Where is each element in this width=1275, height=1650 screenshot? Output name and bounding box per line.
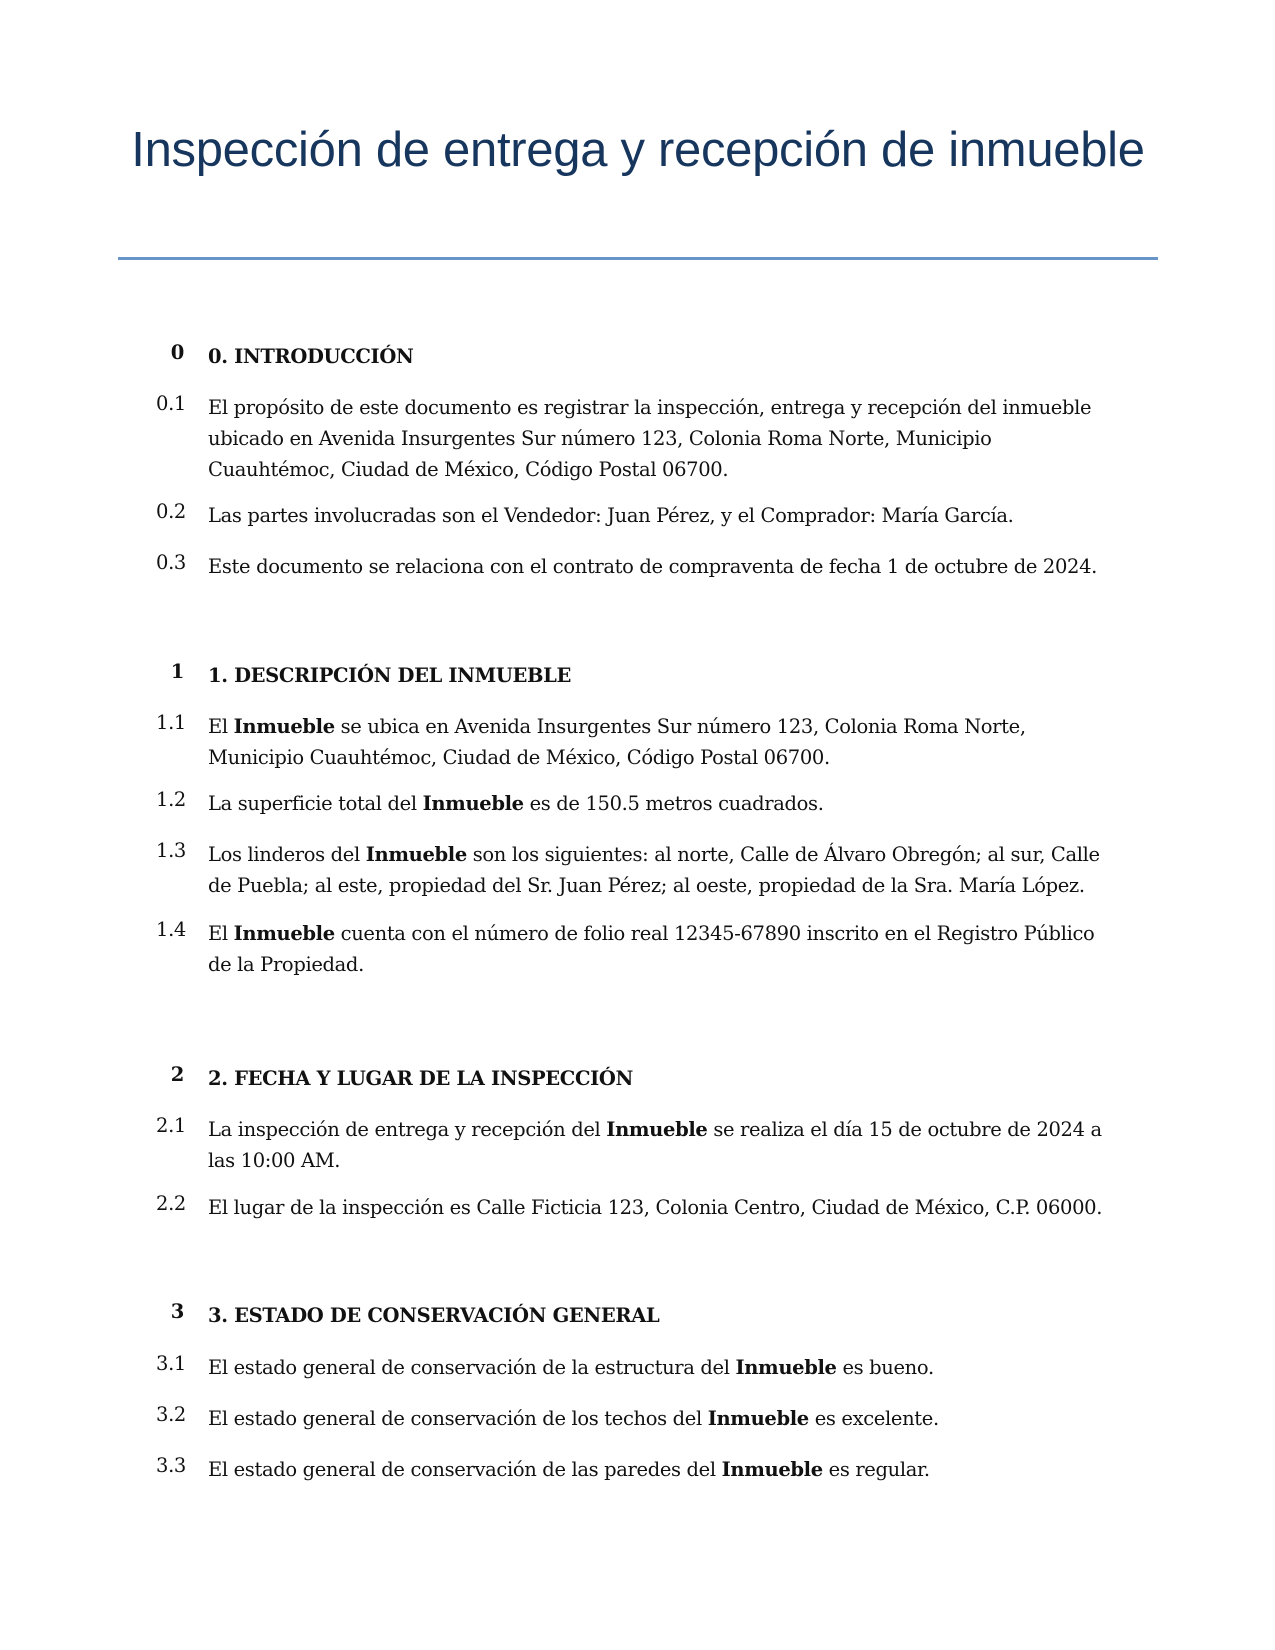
section-heading xyxy=(0,341,1275,372)
section-heading xyxy=(0,660,1275,691)
section-number: 0 xyxy=(170,341,184,364)
clause-number: 2.2 xyxy=(156,1192,186,1215)
defined-term: Inmueble xyxy=(233,715,335,738)
clause-1-4 xyxy=(0,918,1275,980)
clause-text: El lugar de la inspección es Calle Ficticia 123, Colonia Centro, Ciudad de México, C.P. 06000. xyxy=(208,1196,1103,1219)
clause-0-2 xyxy=(0,500,1275,531)
section-heading-text: 0. INTRODUCCIÓN xyxy=(208,345,414,368)
clause-number: 0.2 xyxy=(156,500,186,523)
defined-term: Inmueble xyxy=(233,922,335,945)
clause-number: 3.2 xyxy=(156,1403,186,1426)
clause-text: Los linderos del Inmueble son los siguientes: al norte, Calle de Álvaro Obregón; al sur, Calle de Puebla; al este, propiedad del Sr. Juan Pérez; al oeste, propiedad de la Sra. María López. xyxy=(208,843,1100,897)
title-divider xyxy=(118,257,1158,260)
clause-1-3 xyxy=(0,839,1275,901)
defined-term: Inmueble xyxy=(365,843,467,866)
clause-text: El Inmueble se ubica en Avenida Insurgentes Sur número 123, Colonia Roma Norte, Municipio Cuauhtémoc, Ciudad de México, Código Postal 06700. xyxy=(208,715,1026,769)
clause-number: 1.2 xyxy=(156,788,186,811)
section-heading-text: 2. FECHA Y LUGAR DE LA INSPECCIÓN xyxy=(208,1067,634,1090)
clause-text: Las partes involucradas son el Vendedor: Juan Pérez, y el Comprador: María García. xyxy=(208,504,1014,527)
clause-3-1 xyxy=(0,1352,1275,1383)
clause-1-2 xyxy=(0,788,1275,819)
clause-2-1 xyxy=(0,1114,1275,1176)
document-title: Inspección de entrega y recepción de inmueble xyxy=(131,123,1145,177)
defined-term: Inmueble xyxy=(422,792,524,815)
section-heading xyxy=(0,1063,1275,1094)
clause-text: La superficie total del Inmueble es de 150.5 metros cuadrados. xyxy=(208,792,824,815)
clause-3-3 xyxy=(0,1454,1275,1485)
section-number: 2 xyxy=(170,1063,184,1086)
clause-3-2 xyxy=(0,1403,1275,1434)
clause-0-1 xyxy=(0,392,1275,485)
section-fecha-lugar xyxy=(0,1063,1275,1094)
section-descripcion xyxy=(0,660,1275,691)
clause-text: El estado general de conservación de las paredes del Inmueble es regular. xyxy=(208,1458,930,1481)
defined-term: Inmueble xyxy=(707,1407,809,1430)
clause-number: 0.3 xyxy=(156,551,186,574)
clause-0-3 xyxy=(0,551,1275,582)
section-number: 1 xyxy=(170,660,184,683)
defined-term: Inmueble xyxy=(606,1118,708,1141)
section-heading-text: 1. DESCRIPCIÓN DEL INMUEBLE xyxy=(208,664,572,687)
clause-number: 0.1 xyxy=(156,392,186,415)
section-number: 3 xyxy=(170,1300,184,1323)
defined-term: Inmueble xyxy=(721,1458,823,1481)
clause-number: 3.3 xyxy=(156,1454,186,1477)
section-heading xyxy=(0,1300,1275,1331)
clause-number: 2.1 xyxy=(156,1114,186,1137)
clause-text: La inspección de entrega y recepción del Inmueble se realiza el día 15 de octubre de 2024 a las 10:00 AM. xyxy=(208,1118,1102,1172)
section-introduccion xyxy=(0,341,1275,372)
clause-number: 3.1 xyxy=(156,1352,186,1375)
section-estado-conservacion xyxy=(0,1300,1275,1331)
clause-2-2 xyxy=(0,1192,1275,1223)
defined-term: Inmueble xyxy=(735,1356,837,1379)
clause-text: El estado general de conservación de los techos del Inmueble es excelente. xyxy=(208,1407,939,1430)
clause-number: 1.4 xyxy=(156,918,186,941)
section-heading-text: 3. ESTADO DE CONSERVACIÓN GENERAL xyxy=(208,1304,660,1327)
clause-number: 1.3 xyxy=(156,839,186,862)
clause-text: El Inmueble cuenta con el número de folio real 12345-67890 inscrito en el Registro Público de la Propiedad. xyxy=(208,922,1095,976)
clause-number: 1.1 xyxy=(156,711,186,734)
clause-text: El propósito de este documento es registrar la inspección, entrega y recepción del inmueble ubicado en Avenida Insurgentes Sur número 123, Colonia Roma Norte, Municipio Cuauhtémoc, Ciudad de México, Código Postal 06700. xyxy=(208,396,1092,481)
clause-1-1 xyxy=(0,711,1275,773)
clause-text: Este documento se relaciona con el contrato de compraventa de fecha 1 de octubre de 2024. xyxy=(208,555,1097,578)
clause-text: El estado general de conservación de la estructura del Inmueble es bueno. xyxy=(208,1356,934,1379)
